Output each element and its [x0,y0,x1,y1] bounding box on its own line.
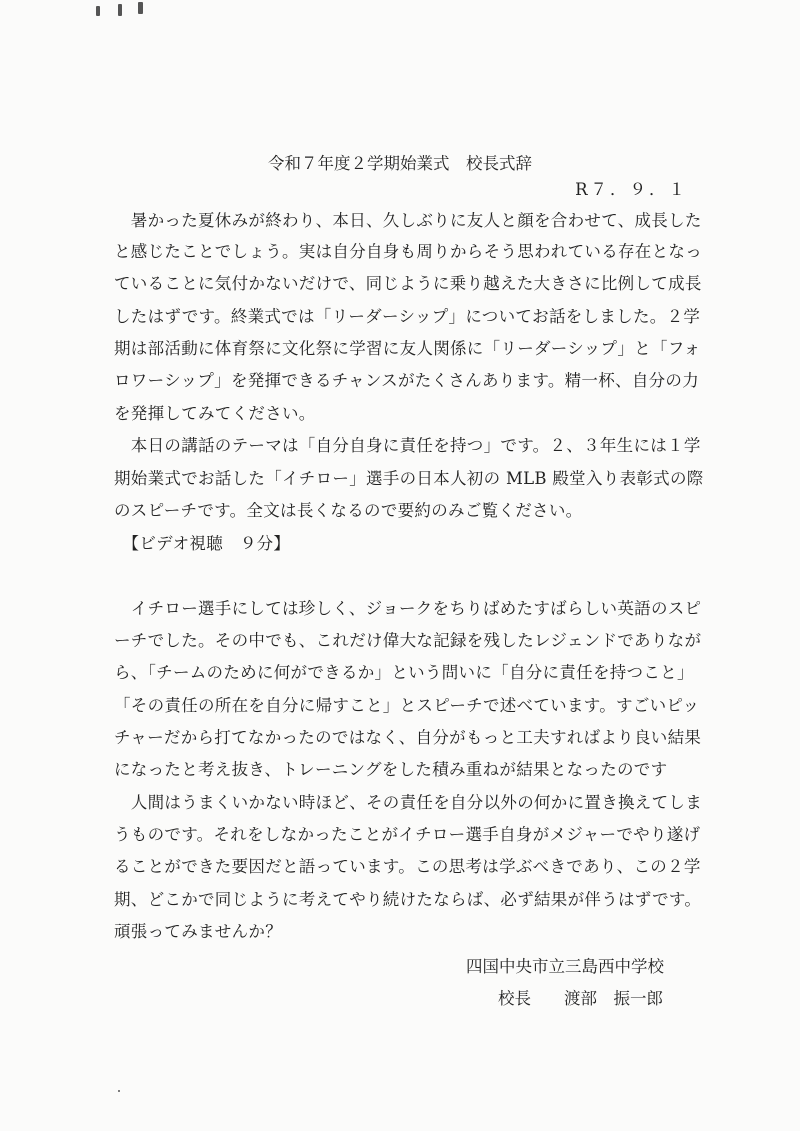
body-line: のスピーチです。全文は長くなるので要約のみご覧ください。 [114,501,583,520]
scan-mark [118,4,122,16]
body-line: 人間はうまくいかない時ほど、その責任を自分以外の何かに置き換えてしま [114,793,702,812]
school-name: 四国中央市立三島西中学校 [466,957,664,976]
document-title: 令和７年度２学期始業式 校長式辞 [268,154,532,173]
body-line: ロワーシップ」を発揮できるチャンスがたくさんあります。精一杯、自分の力 [114,371,700,390]
body-line: したはずです。終業式では「リーダーシップ」についてお話をしました。２学 [114,307,701,326]
scan-mark [138,2,143,14]
body-line: 期は部活動に体育祭に文化祭に学習に友人関係に「リーダーシップ」と「フォ [114,339,701,358]
document-date: R７．９．１ [575,180,688,199]
video-note: 【ビデオ視聴 ９分】 [114,534,291,553]
body-line: 暑かった夏休みが終わり、本日、久しぶりに友人と顔を合わせて、成長した [114,211,702,230]
body-line: 期、どこかで同じように考えてやり続けたならば、必ず結果が伴うはずです。 [114,890,702,909]
body-line: ることができた要因だと語っています。この思考は学ぶべきであり、この２学 [114,857,701,876]
scan-speck [118,1090,120,1092]
scan-mark [96,6,100,16]
body-line: うものです。それをしなかったことがイチロー選手自身がメジャーでやり遂げ [114,825,701,844]
body-line: チャーだから打てなかったのではなく、自分がもっと工夫すればより良い結果 [114,728,702,747]
body-line: ら、「チームのために何ができるか」という問いに「自分に責任を持つこと」 [114,663,694,682]
body-line: 期始業式でお話した「イチロー」選手の日本人初の MLB 殿堂入り表彰式の際 [114,469,704,488]
body-line: と感じたことでしょう。実は自分自身も周りからそう思われている存在となっ [114,242,702,261]
body-line: になったと考え抜き、トレーニングをした積み重ねが結果となったのです [114,760,668,779]
body-line: ーチでした。その中でも、これだけ偉大な記録を残したレジェンドでありなが [114,631,702,650]
body-line: 本日の講話のテーマは「自分自身に責任を持つ」です。２、３年生には１学 [114,436,701,455]
body-line: イチロー選手にしては珍しく、ジョークをちりばめたすばらしい英語のスピ [114,599,702,618]
body-line: 頑張ってみませんか？ [114,922,282,941]
body-line: を発揮してみてください。 [114,404,316,423]
body-line: ていることに気付かないだけで、同じように乗り越えた大きさに比例して成長 [114,274,702,293]
principal-name: 校長 渡部 振一郎 [498,989,663,1008]
body-line: 「その責任の所在を自分に帰すこと」とスピーチで述べています。すごいピッ [114,696,700,715]
